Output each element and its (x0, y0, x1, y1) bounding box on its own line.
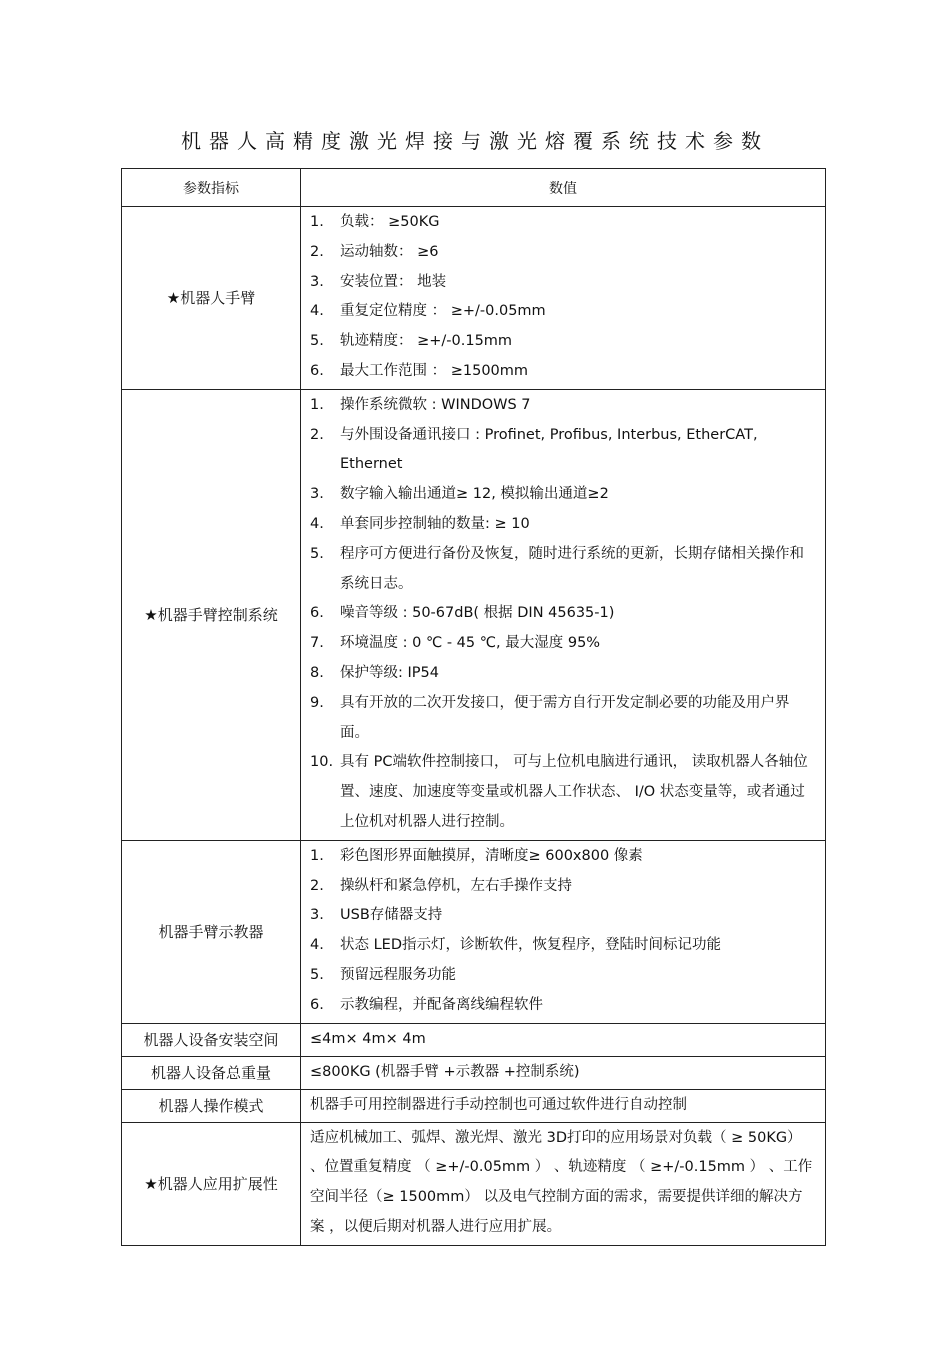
row-label: 机器人设备总重量 (122, 1056, 301, 1089)
spec-list (310, 391, 817, 838)
list-item (310, 540, 817, 600)
page-title: 机器人高精度激光焊接与激光熔覆系统技术参数 (181, 129, 769, 153)
item-text: 负载： ≥50KG (340, 214, 440, 230)
value-paragraph: 适应机械加工、弧焊、激光焊、激光 3D打印的应用场景对负载（ ≥ 50KG） 、位置重复精度 （ ≥+/-0.05mm ） 、轨迹精度 （ ≥+/-0.15mm ） 、工作空间半径（≥ 1500mm） 以及电气控制方面的需求，需要提供详细的解决方案 ，以便后期对机器人进行应用扩展。 (310, 1129, 813, 1235)
list-item (310, 961, 817, 991)
item-text: 数字输入输出通道≥ 12, 模拟输出通道≥2 (340, 486, 609, 503)
row-label: 机器手臂示教器 (122, 840, 301, 1023)
row-value (301, 1122, 826, 1245)
row-value (301, 389, 826, 840)
item-text: 与外围设备通讯接口 : Profinet, Profibus, Interbus, EtherCAT, Ethernet (340, 426, 758, 473)
item-text: 操作系统微软 : WINDOWS 7 (340, 396, 531, 413)
item-text: 具有开放的二次开发接口，便于需方自行开发定制必要的功能及用户界面。 (340, 694, 790, 741)
row-value (301, 1056, 826, 1089)
spec-list (310, 842, 817, 1021)
row-value (301, 1089, 826, 1122)
row-label: ★机器手臂控制系统 (122, 389, 301, 840)
item-number: 3. (310, 273, 324, 290)
item-text: 轨迹精度： ≥+/-0.15mm (340, 333, 513, 350)
item-text: 最大工作范围 ： ≥1500mm (340, 362, 529, 379)
list-item (310, 297, 817, 327)
item-text: 保护等级: IP54 (340, 664, 439, 681)
list-item (310, 480, 817, 510)
item-text: USB存储器支持 (340, 907, 443, 924)
item-text: 彩色图形界面触摸屏，清晰度≥ 600x800 像素 (340, 847, 643, 864)
list-item (310, 901, 817, 931)
list-item (310, 872, 817, 902)
item-text: 程序可方便进行备份及恢复，随时进行系统的更新，长期存储相关操作和系统日志。 (340, 545, 804, 592)
item-number: 2. (310, 426, 324, 443)
value-text: 机器手可用控制器进行手动控制也可通过软件进行自动控制 (310, 1096, 687, 1113)
item-number: 6. (310, 362, 324, 379)
item-number: 6. (310, 605, 324, 622)
item-number: 5. (310, 333, 324, 350)
row-value (301, 1023, 826, 1056)
value-text: ≤800KG (机器手臂 +示教器 +控制系统) (310, 1063, 580, 1080)
spec-table (121, 168, 826, 1246)
item-text: 预留远程服务功能 (340, 966, 456, 983)
list-item (310, 748, 817, 837)
list-item (310, 689, 817, 749)
item-number: 5. (310, 966, 324, 983)
row-value (301, 840, 826, 1023)
value-text: ≤4m× 4m× 4m (310, 1030, 426, 1047)
row-label: ★机器人手臂 (122, 207, 301, 390)
item-text: 环境温度 : 0 ℃ - 45 ℃, 最大湿度 95% (340, 635, 601, 652)
item-number: 1. (310, 214, 324, 230)
item-number: 9. (310, 694, 324, 711)
table-row (122, 1056, 826, 1089)
list-item (310, 991, 817, 1021)
table-header-row (122, 169, 826, 207)
item-number: 7. (310, 635, 324, 652)
item-number: 4. (310, 515, 324, 532)
item-text: 重复定位精度 ： ≥+/-0.05mm (340, 303, 546, 320)
table-row (122, 1122, 826, 1245)
list-item (310, 391, 817, 421)
list-item (310, 208, 817, 238)
list-item (310, 238, 817, 268)
item-number: 8. (310, 664, 324, 681)
table-row (122, 1023, 826, 1056)
item-number: 2. (310, 243, 324, 260)
list-item (310, 931, 817, 961)
item-text: 状态 LED指示灯，诊断软件，恢复程序，登陆时间标记功能 (340, 937, 722, 954)
table-row (122, 389, 826, 840)
item-text: 示教编程，并配备离线编程软件 (340, 996, 543, 1013)
spec-list (310, 208, 817, 387)
table-row (122, 1089, 826, 1122)
list-item (310, 842, 817, 872)
table-row (122, 207, 826, 390)
item-number: 3. (310, 907, 324, 924)
item-number: 1. (310, 847, 324, 864)
list-item (310, 421, 817, 481)
row-label: ★机器人应用扩展性 (122, 1122, 301, 1245)
header-value: 数值 (301, 169, 826, 207)
item-number: 4. (310, 937, 324, 954)
list-item (310, 357, 817, 387)
list-item (310, 268, 817, 298)
item-number: 5. (310, 545, 324, 562)
row-label: 机器人设备安装空间 (122, 1023, 301, 1056)
list-item (310, 629, 817, 659)
item-number: 6. (310, 996, 324, 1013)
table-row (122, 840, 826, 1023)
item-number: 1. (310, 396, 324, 413)
item-text: 运动轴数： ≥6 (340, 243, 439, 260)
item-text: 噪音等级 : 50-67dB( 根据 DIN 45635-1) (340, 605, 615, 622)
list-item (310, 599, 817, 629)
header-param: 参数指标 (122, 169, 301, 207)
item-number: 10. (310, 754, 334, 771)
list-item (310, 327, 817, 357)
item-text: 操纵杆和紧急停机，左右手操作支持 (340, 877, 572, 894)
item-text: 安装位置： 地装 (340, 273, 447, 290)
item-number: 4. (310, 303, 324, 320)
item-number: 3. (310, 486, 324, 503)
item-text: 单套同步控制轴的数量: ≥ 10 (340, 515, 530, 532)
row-label: 机器人操作模式 (122, 1089, 301, 1122)
item-number: 2. (310, 877, 324, 894)
list-item (310, 510, 817, 540)
item-text: 具有 PC端软件控制接口， 可与上位机电脑进行通讯， 读取机器人各轴位置、速度、加速度等变量或机器人工作状态、 I/O 状态变量等，或者通过上位机对机器人进行控制。 (340, 754, 808, 830)
list-item (310, 659, 817, 689)
row-value (301, 207, 826, 390)
